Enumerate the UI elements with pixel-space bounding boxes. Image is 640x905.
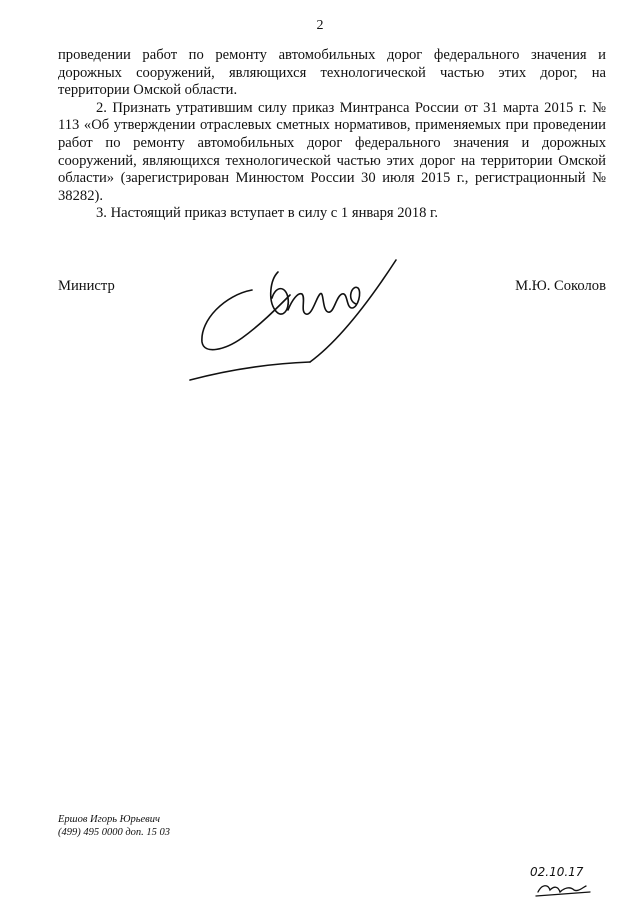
document-body xyxy=(58,47,606,223)
executor-name: Ершов Игорь Юрьевич xyxy=(58,814,160,825)
paragraph-2: 2. Признать утратившим силу приказ Минтранса России от 31 марта 2015 г. № 113 «Об утверждении отраслевых сметных нормативов, применяемых при проведении работ по ремонту автомобильных дорог федерального значения и дорожных сооружений, являющихся технологической частью этих дорог на территории Омской области» (зарегистрирован Минюстом России 30 июля 2015 г., регистрационный № 38282). xyxy=(58,99,606,204)
paragraph-continuation: проведении работ по ремонту автомобильных дорог федерального значения и дорожных сооружений, являющихся технологической частью этих дорог, на территории Омской области. xyxy=(58,47,606,99)
handwritten-date: 02.10.17 xyxy=(530,865,584,879)
signature-block xyxy=(58,278,606,298)
signatory-title: Министр xyxy=(58,278,115,294)
executor-phone: (499) 495 0000 доп. 15 03 xyxy=(58,827,171,838)
paragraph-3: 3. Настоящий приказ вступает в силу с 1 января 2018 г. xyxy=(96,205,439,222)
page-number: 2 xyxy=(316,18,324,33)
handwritten-signature xyxy=(180,250,410,390)
handwritten-date-note xyxy=(528,862,598,900)
executor-info xyxy=(58,813,170,839)
signatory-name: М.Ю. Соколов xyxy=(515,278,606,294)
